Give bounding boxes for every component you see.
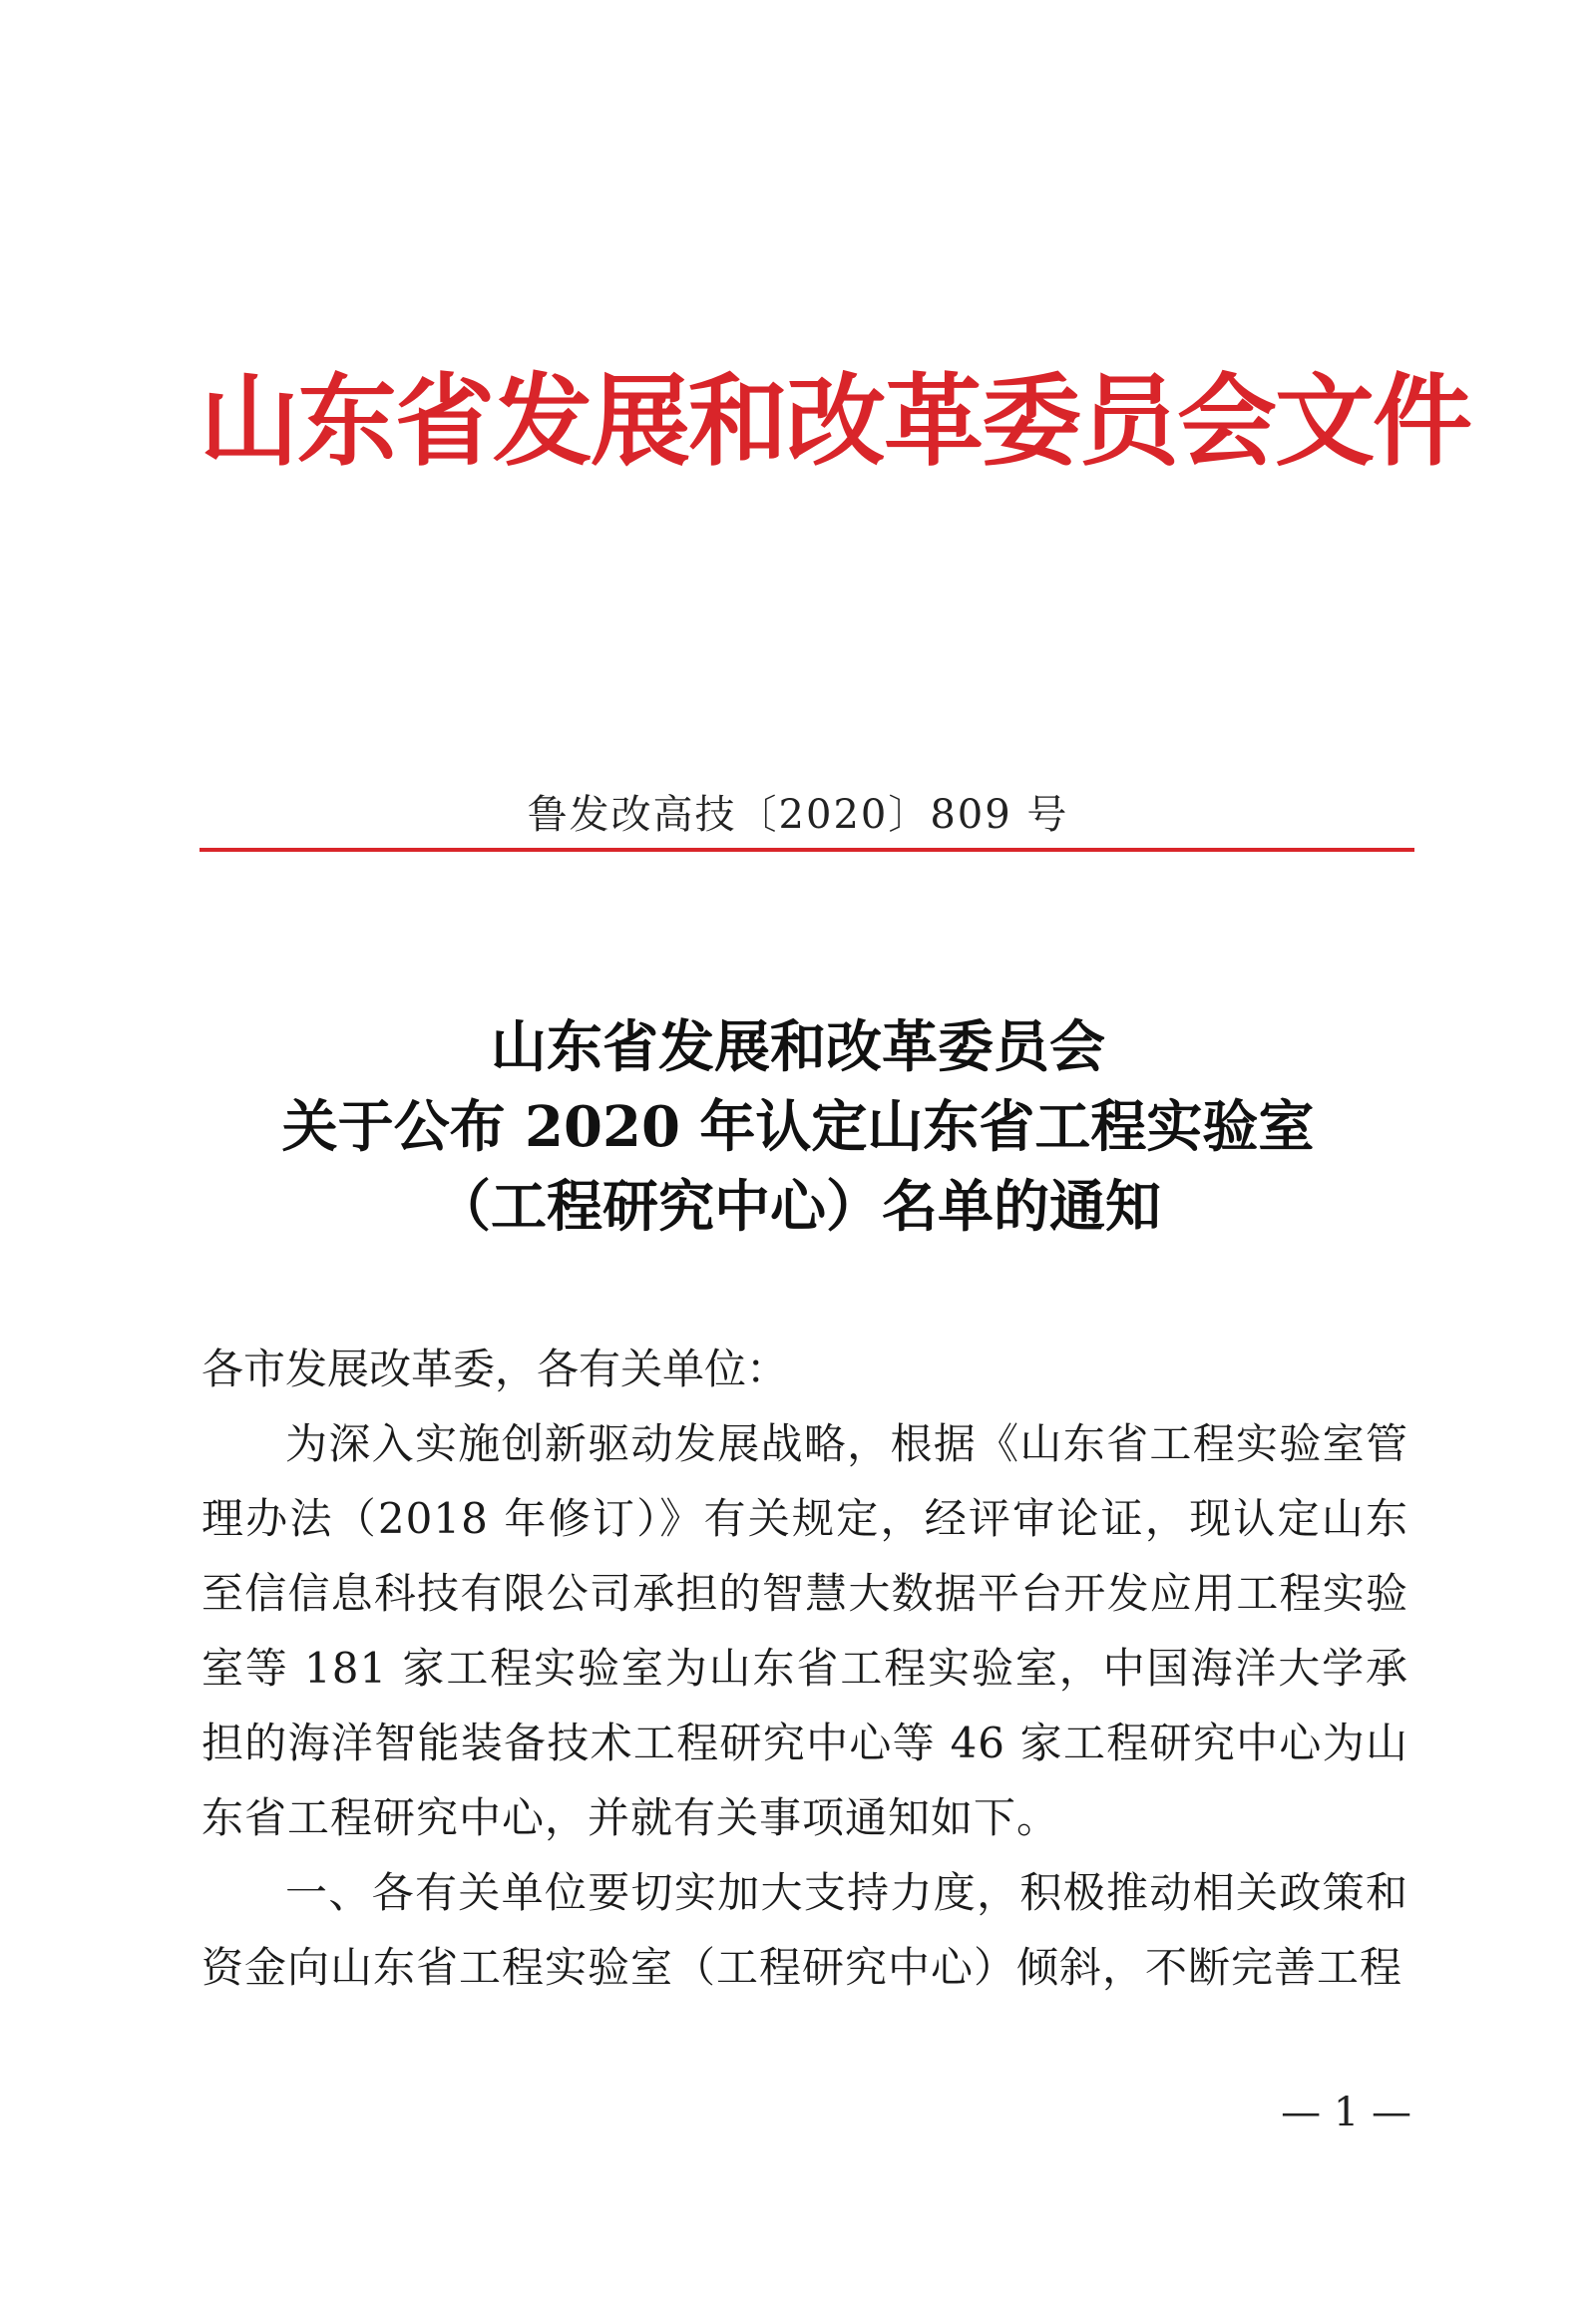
paragraph-1: 为深入实施创新驱动发展战略，根据《山东省工程实验室管理办法（2018 年修订）》有关规定，经评审论证，现认定山东至信信息科技有限公司承担的智慧大数据平台开发应用工程实验室等 181 家工程实验室为山东省工程实验室，中国海洋大学承担的海洋智能装备技术工程研究中心等 46 家工程研究中心为山东省工程研究中心，并就有关事项通知如下。 (201, 1419, 1408, 1842)
document-number: 鲁发改高技〔2020〕809 号 (527, 792, 1069, 838)
paragraph-2: 一、各有关单位要切实加大支持力度，积极推动相关政策和资金向山东省工程实验室（工程研究中心）倾斜，不断完善工程 (201, 1868, 1408, 1992)
page-number: — 1 — (1281, 2090, 1411, 2135)
notice-body (201, 1332, 1408, 2005)
notice-title-line-3: （工程研究中心）名单的通知 (435, 1174, 1161, 1240)
salutation: 各市发展改革委，各有关单位： (201, 1345, 789, 1393)
red-divider-line (200, 848, 1414, 852)
notice-title-line-2: 关于公布 2020 年认定山东省工程实验室 (281, 1094, 1315, 1160)
masthead-title: 山东省发展和改革委员会文件 (200, 363, 1470, 480)
notice-title-line-1: 山东省发展和改革委员会 (491, 1014, 1105, 1080)
notice-title (150, 1007, 1446, 1247)
